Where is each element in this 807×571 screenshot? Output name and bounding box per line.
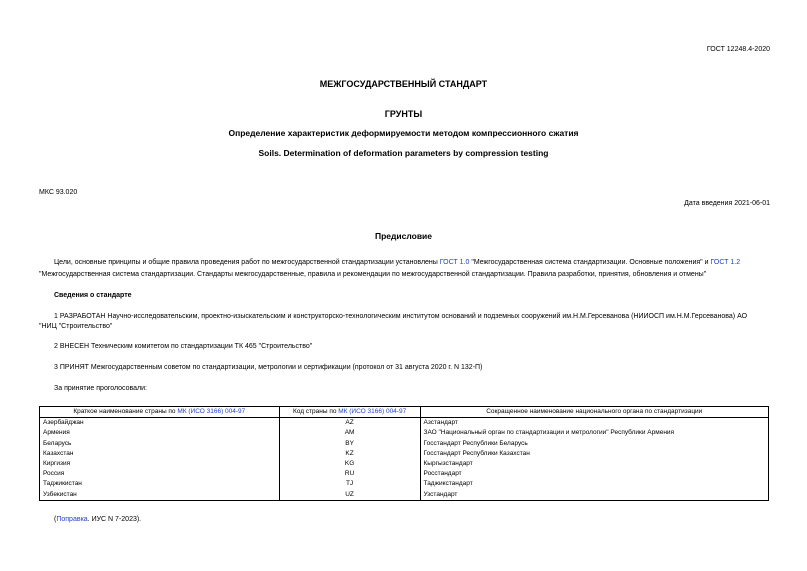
table-row (40, 459, 769, 469)
national-body-cell: Госстандарт Республики Казахстан (420, 449, 768, 459)
foreword-paragraph-line-2: "Межгосударственная система стандартизации. Стандарты межгосударственные, правила и рекомендации по межгосударственной стандартизации. Правила разработки, принятия, обновления и отмены" (39, 271, 707, 278)
amendment-link[interactable]: Поправка (56, 516, 88, 523)
country-code-cell: AM (279, 428, 420, 438)
country-name-cell: Казахстан (40, 449, 280, 459)
country-name-cell: Киргизия (40, 459, 280, 469)
amendment-note (54, 516, 141, 523)
country-code-cell: UZ (279, 490, 420, 501)
national-body-cell: Узстандарт (420, 490, 768, 501)
national-body-cell: Росстандарт (420, 469, 768, 479)
amendment-open-paren: ( (54, 516, 57, 523)
foreword-heading: Предисловие (374, 231, 433, 241)
amendment-text: . ИУС N 7-2023). (87, 516, 142, 523)
mk-iso-3166-link[interactable]: МК (ИСО 3166) 004-97 (338, 408, 407, 415)
country-name-cell: Узбекистан (40, 490, 280, 501)
national-body-cell: Таджикстандарт (420, 479, 768, 489)
introduced-by-item: 2 ВНЕСЕН Техническим комитетом по стандартизации ТК 465 "Строительство" (54, 343, 313, 350)
developer-item-continued: "НИЦ "Строительство" (39, 323, 113, 330)
country-name-cell: Россия (40, 469, 280, 479)
country-name-cell: Таджикистан (40, 479, 280, 489)
country-code-cell: TJ (279, 479, 420, 489)
national-body-header: Сокращенное наименование национального органа по стандартизации (420, 407, 768, 418)
table-row (40, 479, 769, 489)
national-body-cell: Госстандарт Республики Беларусь (420, 439, 768, 449)
document-number: ГОСТ 12248.4-2020 (706, 46, 770, 53)
country-code-cell: BY (279, 439, 420, 449)
title-russian: Определение характеристик деформируемости методом компрессионного сжатия (228, 128, 579, 138)
subject-heading: ГРУНТЫ (384, 109, 423, 119)
country-name-header-text: Краткое наименование страны по (73, 408, 178, 415)
national-body-cell: ЗАО "Национальный орган по стандартизации и метрологии" Республики Армения (420, 428, 768, 438)
foreword-text-start: Цели, основные принципы и общие правила проведения работ по межгосударственной стандартизации установлены (54, 259, 440, 266)
table-header-row (40, 407, 769, 418)
country-code-header (279, 407, 420, 418)
country-name-cell: Азербайджан (40, 418, 280, 429)
country-code-cell: KZ (279, 449, 420, 459)
table-row (40, 490, 769, 501)
table-row (40, 439, 769, 449)
country-code-header-text: Код страны по (292, 408, 339, 415)
country-code-cell: KG (279, 459, 420, 469)
voted-for-label: За принятие проголосовали: (54, 385, 147, 392)
standard-type-heading: МЕЖГОСУДАРСТВЕННЫЙ СТАНДАРТ (319, 79, 488, 89)
table-row (40, 418, 769, 429)
title-english: Soils. Determination of deformation parameters by compression testing (258, 148, 549, 158)
country-code-cell: RU (279, 469, 420, 479)
mks-code: МКС 93.020 (39, 189, 78, 196)
foreword-text-mid: "Межгосударственная система стандартизации. Основные положения" и (469, 259, 711, 266)
about-standard-heading: Сведения о стандарте (54, 292, 132, 299)
country-code-cell: AZ (279, 418, 420, 429)
national-body-cell: Кыргызстандарт (420, 459, 768, 469)
mk-iso-3166-link[interactable]: МК (ИСО 3166) 004-97 (177, 408, 246, 415)
developer-item: 1 РАЗРАБОТАН Научно-исследовательским, проектно-изыскательским и конструкторско-технологическим институтом оснований и подземных сооружений им.Н.М.Герсеванова (НИИОСП им.Н.М.Герсеванова) АО (54, 313, 748, 320)
table-row (40, 428, 769, 438)
country-name-cell: Беларусь (40, 439, 280, 449)
adopted-by-item: 3 ПРИНЯТ Межгосударственным советом по стандартизации, метрологии и сертификации (протокол от 31 августа 2020 г. N 132-П) (54, 364, 483, 371)
gost-1-2-link[interactable]: ГОСТ 1.2 (710, 259, 741, 266)
country-name-header (40, 407, 280, 418)
introduction-date: Дата введения 2021-06-01 (684, 200, 770, 207)
gost-1-0-link[interactable]: ГОСТ 1.0 (439, 259, 470, 266)
national-body-cell: Азстандарт (420, 418, 768, 429)
countries-table (39, 406, 769, 501)
table-row (40, 449, 769, 459)
foreword-paragraph-line-1 (54, 259, 740, 266)
country-name-cell: Армения (40, 428, 280, 438)
table-row (40, 469, 769, 479)
